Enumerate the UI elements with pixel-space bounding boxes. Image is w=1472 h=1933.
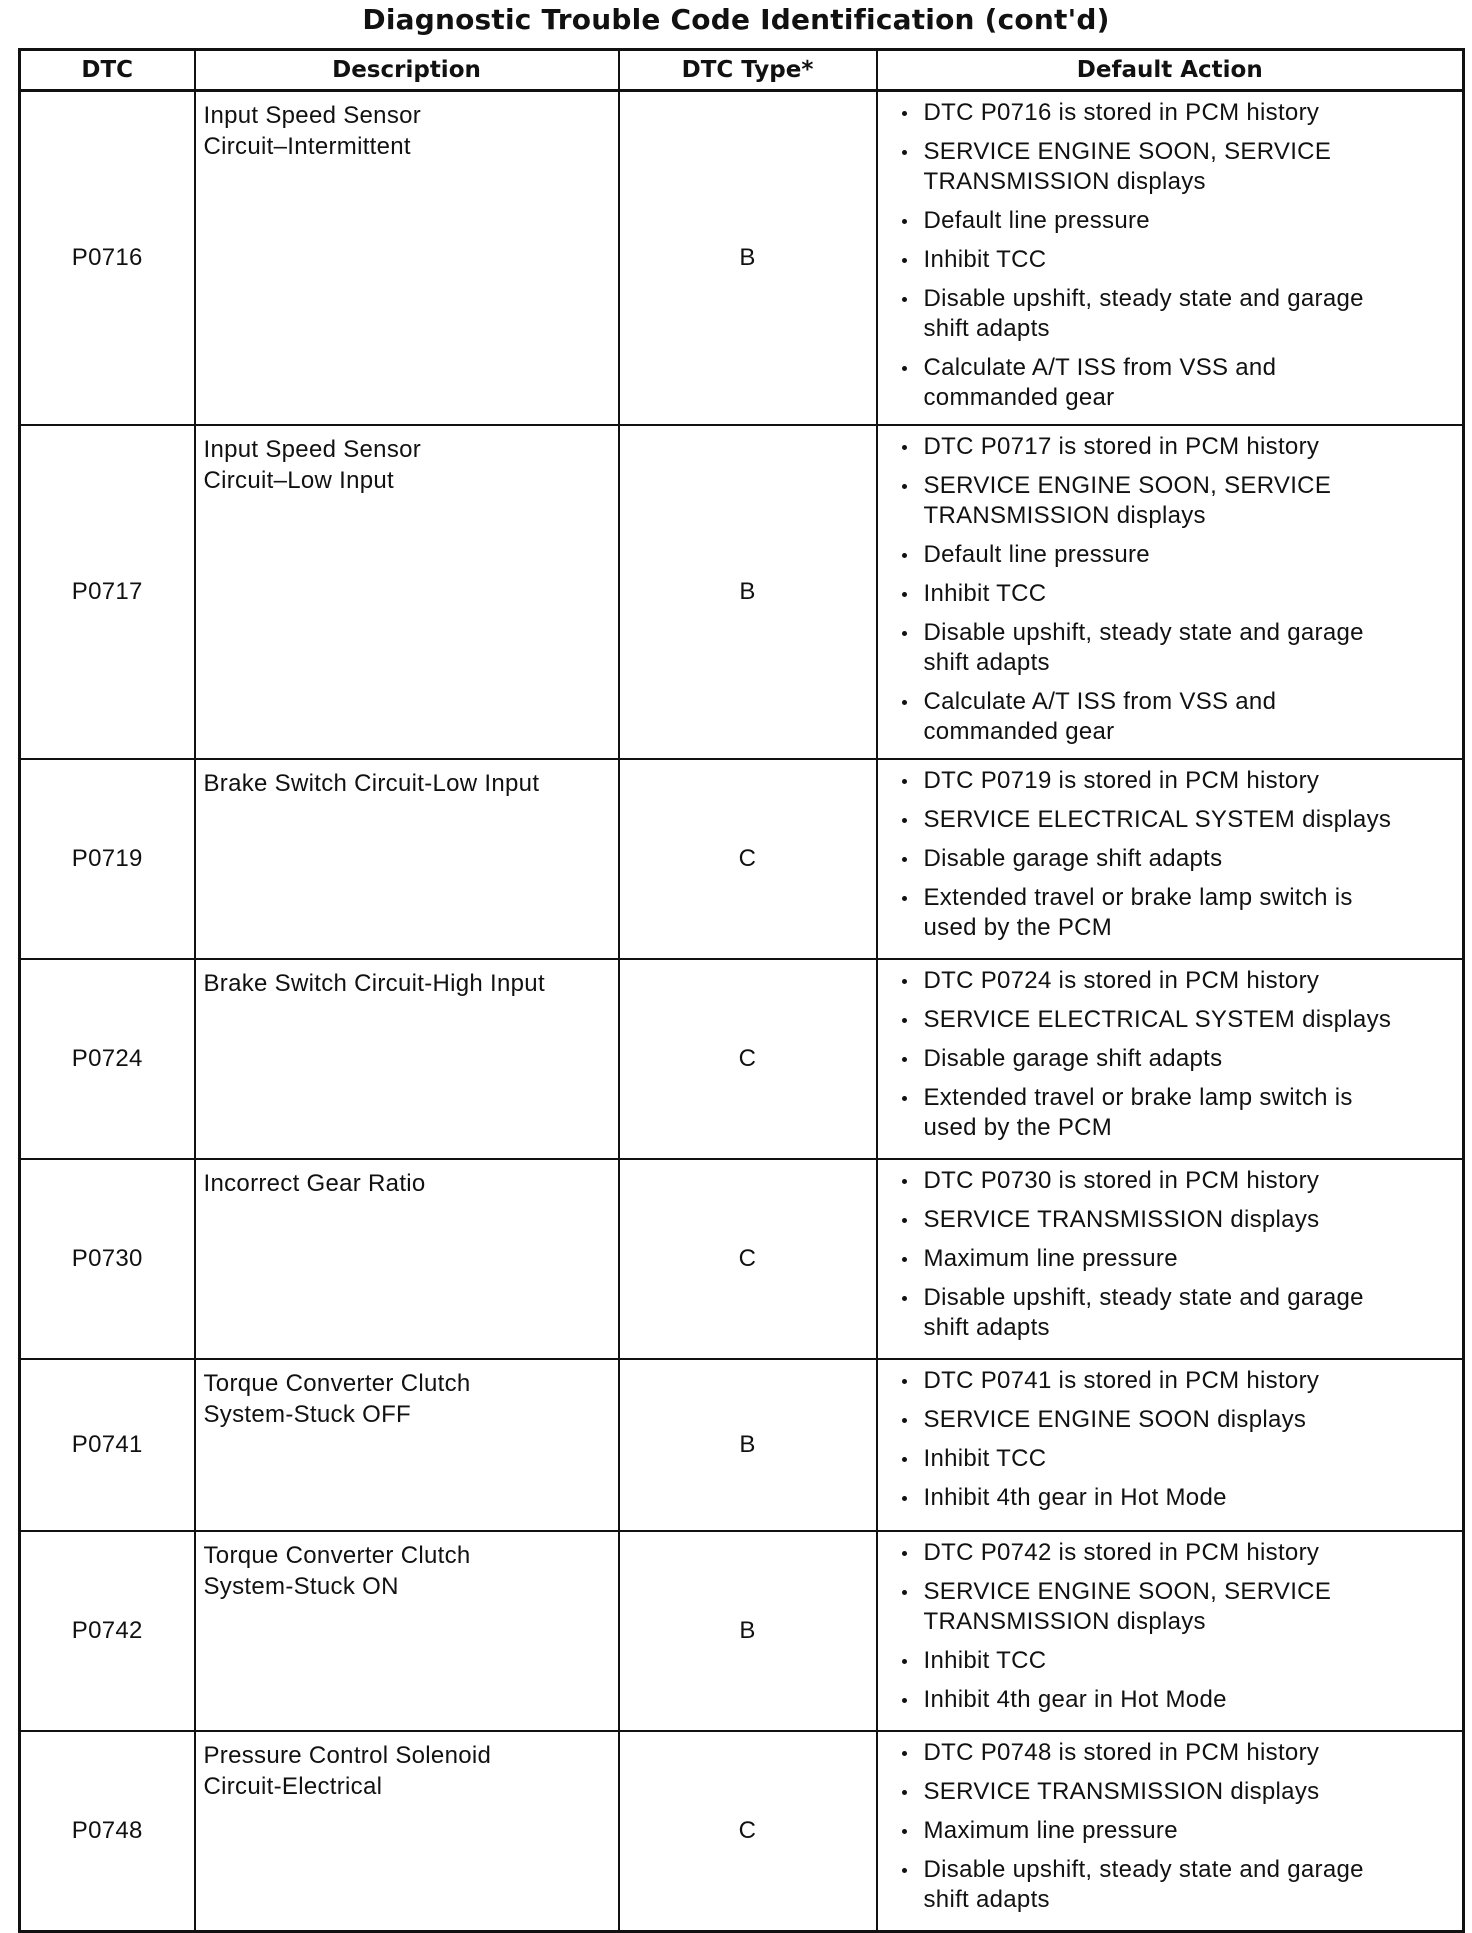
default-action [877, 759, 1464, 959]
action-text: SERVICE ENGINE SOON, SERVICE [923, 1578, 1332, 1605]
action-text: DTC P0724 is stored in PCM history [923, 967, 1320, 994]
action-text: used by the PCM [923, 1114, 1113, 1141]
action-text: TRANSMISSION displays [923, 1608, 1206, 1635]
list-item [886, 844, 1453, 874]
dtc-code: P0742 [20, 1531, 195, 1731]
list-item [886, 1777, 1453, 1807]
list-item [886, 432, 1453, 462]
dtc-table [18, 48, 1465, 1933]
action-text: Inhibit 4th gear in Hot Mode [923, 1686, 1227, 1713]
description-line: Circuit–Low Input [203, 467, 395, 494]
description-line: Circuit–Intermittent [203, 133, 411, 160]
list-item [886, 98, 1453, 128]
dtc-code: P0716 [20, 91, 195, 426]
action-text: Default line pressure [923, 207, 1150, 234]
list-item [886, 1366, 1453, 1396]
action-text: Inhibit TCC [923, 1445, 1047, 1472]
action-text: DTC P0716 is stored in PCM history [923, 99, 1320, 126]
column-header-dtc: DTC [20, 50, 195, 91]
list-item [886, 966, 1453, 996]
dtc-code: P0741 [20, 1359, 195, 1531]
dtc-code: P0717 [20, 425, 195, 759]
list-item [886, 1244, 1453, 1274]
list-item [886, 1577, 1453, 1637]
action-text: shift adapts [923, 649, 1050, 676]
action-text: Maximum line pressure [923, 1245, 1178, 1272]
action-list [886, 1538, 1453, 1715]
default-action [877, 425, 1464, 759]
table-header-row [20, 50, 1464, 91]
action-text: Extended travel or brake lamp switch is [923, 884, 1353, 911]
action-text: DTC P0717 is stored in PCM history [923, 433, 1320, 460]
dtc-description [195, 1531, 619, 1731]
dtc-description [195, 1359, 619, 1531]
list-item [886, 1044, 1453, 1074]
list-item [886, 353, 1453, 413]
column-header-dtc-type: DTC Type* [619, 50, 877, 91]
action-text: Calculate A/T ISS from VSS and [923, 688, 1277, 715]
list-item [886, 579, 1453, 609]
table-row [20, 1731, 1464, 1932]
default-action [877, 1731, 1464, 1932]
action-text: SERVICE ENGINE SOON, SERVICE [923, 138, 1332, 165]
action-text: Disable upshift, steady state and garage [923, 619, 1364, 646]
dtc-type: B [619, 425, 877, 759]
description-line: Torque Converter Clutch [203, 1542, 471, 1569]
action-text: Inhibit TCC [923, 1647, 1047, 1674]
action-text: Disable upshift, steady state and garage [923, 1856, 1364, 1883]
description-line: Torque Converter Clutch [203, 1370, 471, 1397]
action-text: Disable upshift, steady state and garage [923, 1284, 1364, 1311]
action-text: Default line pressure [923, 541, 1150, 568]
list-item [886, 206, 1453, 236]
table-row [20, 91, 1464, 426]
dtc-type: C [619, 959, 877, 1159]
description-line: Brake Switch Circuit-High Input [203, 970, 545, 997]
page-title: Diagnostic Trouble Code Identification (cont'd) [362, 3, 1110, 36]
description-line: Pressure Control Solenoid [203, 1742, 492, 1769]
list-item [886, 618, 1453, 678]
action-text: Maximum line pressure [923, 1817, 1178, 1844]
default-action [877, 91, 1464, 426]
list-item [886, 1166, 1453, 1196]
action-list [886, 1738, 1453, 1915]
dtc-description [195, 959, 619, 1159]
list-item [886, 1855, 1453, 1915]
list-item [886, 1538, 1453, 1568]
action-text: DTC P0719 is stored in PCM history [923, 767, 1320, 794]
table-row [20, 1359, 1464, 1531]
list-item [886, 1646, 1453, 1676]
dtc-description [195, 1731, 619, 1932]
action-text: Disable garage shift adapts [923, 1045, 1223, 1072]
action-text: shift adapts [923, 315, 1050, 342]
action-text: TRANSMISSION displays [923, 168, 1206, 195]
table-row [20, 1159, 1464, 1359]
column-header-default-action: Default Action [877, 50, 1464, 91]
default-action [877, 1159, 1464, 1359]
action-text: SERVICE ENGINE SOON displays [923, 1406, 1307, 1433]
action-text: DTC P0742 is stored in PCM history [923, 1539, 1320, 1566]
action-text: Inhibit TCC [923, 246, 1047, 273]
dtc-description [195, 91, 619, 426]
description-line: Incorrect Gear Ratio [203, 1170, 426, 1197]
dtc-type: B [619, 1531, 877, 1731]
list-item [886, 137, 1453, 197]
action-text: shift adapts [923, 1314, 1050, 1341]
dtc-description [195, 425, 619, 759]
description-line: System-Stuck ON [203, 1573, 399, 1600]
action-text: TRANSMISSION displays [923, 502, 1206, 529]
action-text: SERVICE TRANSMISSION displays [923, 1206, 1320, 1233]
table-row [20, 425, 1464, 759]
action-text: Disable garage shift adapts [923, 845, 1223, 872]
description-line: Input Speed Sensor [203, 102, 422, 129]
list-item [886, 1405, 1453, 1435]
action-list [886, 98, 1453, 413]
dtc-type: B [619, 1359, 877, 1531]
description-line: Circuit-Electrical [203, 1773, 383, 1800]
action-text: commanded gear [923, 384, 1115, 411]
action-text: used by the PCM [923, 914, 1113, 941]
list-item [886, 1483, 1453, 1513]
dtc-description [195, 1159, 619, 1359]
action-list [886, 966, 1453, 1143]
action-text: DTC P0730 is stored in PCM history [923, 1167, 1320, 1194]
list-item [886, 245, 1453, 275]
list-item [886, 1685, 1453, 1715]
list-item [886, 1444, 1453, 1474]
action-text: DTC P0748 is stored in PCM history [923, 1739, 1320, 1766]
description-line: System-Stuck OFF [203, 1401, 411, 1428]
list-item [886, 766, 1453, 796]
dtc-type: C [619, 1731, 877, 1932]
list-item [886, 687, 1453, 747]
dtc-code: P0719 [20, 759, 195, 959]
default-action [877, 959, 1464, 1159]
action-text: shift adapts [923, 1886, 1050, 1913]
action-text: Inhibit 4th gear in Hot Mode [923, 1484, 1227, 1511]
list-item [886, 1283, 1453, 1343]
list-item [886, 805, 1453, 835]
dtc-type: C [619, 1159, 877, 1359]
list-item [886, 284, 1453, 344]
dtc-description [195, 759, 619, 959]
dtc-type: C [619, 759, 877, 959]
list-item [886, 1005, 1453, 1035]
list-item [886, 1205, 1453, 1235]
dtc-type: B [619, 91, 877, 426]
action-list [886, 1166, 1453, 1343]
action-text: SERVICE TRANSMISSION displays [923, 1778, 1320, 1805]
action-text: DTC P0741 is stored in PCM history [923, 1367, 1320, 1394]
action-text: Calculate A/T ISS from VSS and [923, 354, 1277, 381]
action-text: SERVICE ENGINE SOON, SERVICE [923, 472, 1332, 499]
table-row [20, 759, 1464, 959]
dtc-code: P0730 [20, 1159, 195, 1359]
table-row [20, 959, 1464, 1159]
action-text: SERVICE ELECTRICAL SYSTEM displays [923, 806, 1392, 833]
list-item [886, 883, 1453, 943]
action-list [886, 432, 1453, 747]
list-item [886, 1083, 1453, 1143]
default-action [877, 1531, 1464, 1731]
action-list [886, 766, 1453, 943]
dtc-code: P0724 [20, 959, 195, 1159]
description-line: Brake Switch Circuit-Low Input [203, 770, 540, 797]
table-row [20, 1531, 1464, 1731]
list-item [886, 1816, 1453, 1846]
list-item [886, 471, 1453, 531]
list-item [886, 1738, 1453, 1768]
action-list [886, 1366, 1453, 1513]
action-text: commanded gear [923, 718, 1115, 745]
default-action [877, 1359, 1464, 1531]
column-header-description: Description [195, 50, 619, 91]
list-item [886, 540, 1453, 570]
table-body [20, 91, 1464, 1932]
action-text: Extended travel or brake lamp switch is [923, 1084, 1353, 1111]
description-line: Input Speed Sensor [203, 436, 422, 463]
action-text: SERVICE ELECTRICAL SYSTEM displays [923, 1006, 1392, 1033]
action-text: Disable upshift, steady state and garage [923, 285, 1364, 312]
dtc-code: P0748 [20, 1731, 195, 1932]
action-text: Inhibit TCC [923, 580, 1047, 607]
